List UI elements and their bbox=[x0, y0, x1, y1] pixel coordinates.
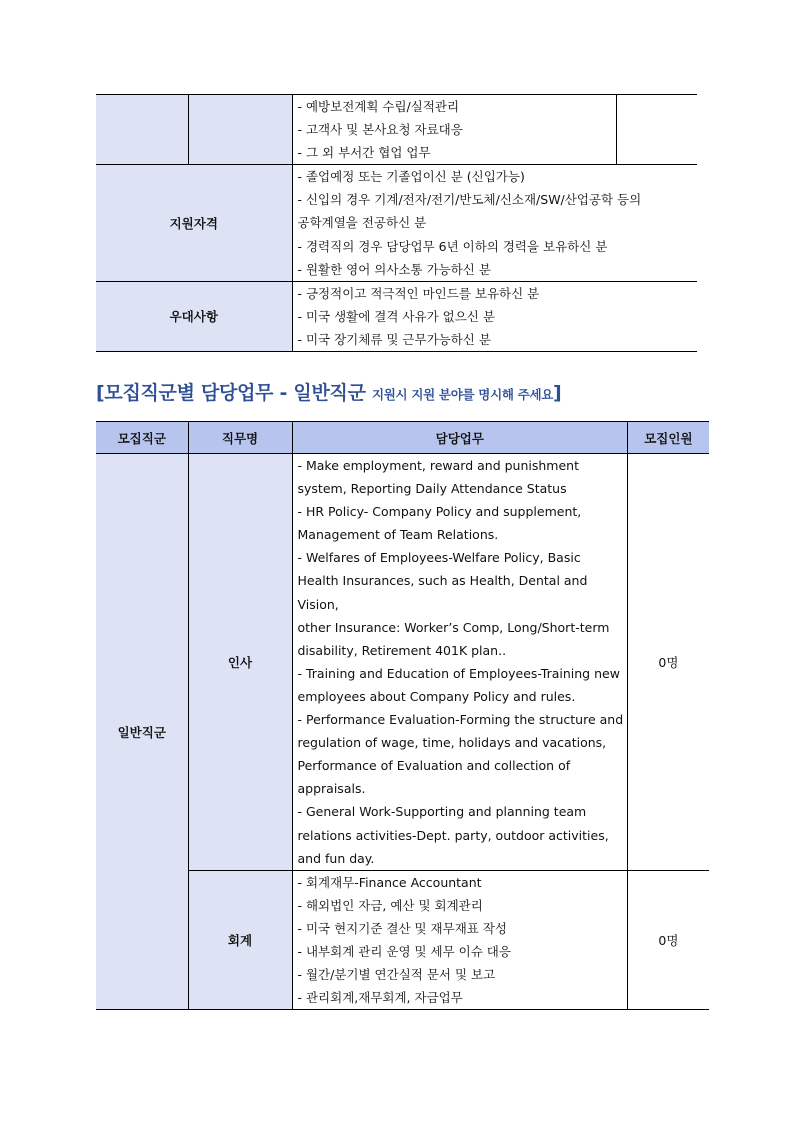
hr-duty-line: disability, Retirement 401K plan.. bbox=[297, 642, 507, 658]
hr-duty-line: - Training and Education of Employees-Training new bbox=[297, 665, 620, 681]
hr-duty-line: appraisals. bbox=[297, 781, 366, 797]
section-title-text: 모집직군별 담당업무 - 일반직군 bbox=[104, 382, 372, 404]
duties-cell bbox=[292, 95, 616, 165]
job-title-hr: 인사 bbox=[188, 454, 292, 871]
hr-duty-line: Performance of Evaluation and collection of bbox=[297, 758, 571, 774]
hr-duty-line: Health Insurances, such as Health, Dental and bbox=[297, 573, 588, 589]
hr-duty-line: - Make employment, reward and punishment bbox=[297, 458, 579, 473]
hr-duty-line: system, Reporting Daily Attendance Status bbox=[297, 481, 567, 497]
hr-duty-line: - HR Policy- Company Policy and supplement, bbox=[297, 504, 582, 520]
qualifications-label: 지원자격 bbox=[96, 165, 292, 281]
job-title-accounting: 회계 bbox=[188, 870, 292, 1010]
requirements-table bbox=[96, 94, 697, 352]
accounting-duties-cell bbox=[292, 870, 628, 1010]
accounting-duty-line: - 월간/분기별 연간실적 문서 및 보고 bbox=[297, 967, 496, 983]
accounting-duty-line: - 회계재무-Finance Accountant bbox=[297, 874, 482, 890]
header-count: 모집인원 bbox=[628, 422, 709, 454]
qualification-line: - 경력직의 경우 담당업무 6년 이하의 경력을 보유하신 분 bbox=[297, 238, 608, 254]
qualifications-cell bbox=[292, 165, 697, 281]
preferred-line: - 미국 장기체류 및 근무가능하신 분 bbox=[297, 331, 491, 347]
hr-count: 0명 bbox=[628, 454, 709, 871]
hr-duty-line: - General Work-Supporting and planning team bbox=[297, 804, 587, 820]
qualification-line: 공학계열을 전공하신 분 bbox=[297, 215, 427, 231]
header-duties: 담당업무 bbox=[292, 422, 628, 454]
header-group: 모집직군 bbox=[96, 422, 188, 454]
group-label: 일반직군 bbox=[96, 454, 188, 1010]
table-row bbox=[96, 165, 697, 281]
section-title bbox=[96, 378, 561, 405]
blank-cell bbox=[188, 95, 292, 165]
hr-duty-line: regulation of wage, time, holidays and vacations, bbox=[297, 735, 607, 751]
duty-line: - 고객사 및 본사요청 자료대응 bbox=[297, 122, 463, 138]
preferred-line: - 긍정적이고 적극적인 마인드를 보유하신 분 bbox=[297, 285, 540, 301]
open-bracket: [ bbox=[96, 382, 105, 404]
blank-cell bbox=[96, 95, 188, 165]
hr-duty-line: other Insurance: Worker’s Comp, Long/Short-term bbox=[297, 619, 610, 635]
duty-line: - 예방보전계획 수립/실적관리 bbox=[297, 99, 460, 114]
close-bracket: ] bbox=[553, 382, 562, 404]
hr-duty-line: Vision, bbox=[297, 596, 339, 612]
hr-duty-line: and fun day. bbox=[297, 850, 375, 866]
preferred-cell bbox=[292, 281, 697, 351]
accounting-count: 0명 bbox=[628, 870, 709, 1010]
header-row bbox=[96, 422, 709, 454]
preferred-line: - 미국 생활에 결격 사유가 없으신 분 bbox=[297, 308, 495, 324]
hr-duty-line: - Welfares of Employees-Welfare Policy, Basic bbox=[297, 550, 581, 566]
accounting-duty-line: - 해외법인 자금, 예산 및 회계관리 bbox=[297, 897, 483, 913]
accounting-duty-line: - 내부회계 관리 운영 및 세무 이슈 대응 bbox=[297, 943, 511, 959]
qualification-line: - 신입의 경우 기계/전자/전기/반도체/신소재/SW/산업공학 등의 bbox=[297, 192, 642, 208]
hr-duties-cell bbox=[292, 454, 628, 871]
preferred-label: 우대사항 bbox=[96, 281, 292, 351]
hr-duty-line: relations activities-Dept. party, outdoor activities, bbox=[297, 827, 609, 843]
qualification-line: - 원활한 영어 의사소통 가능하신 분 bbox=[297, 261, 491, 277]
table-row bbox=[96, 870, 709, 1010]
section-subtitle: 지원시 지원 분야를 명시해 주세요 bbox=[371, 387, 554, 402]
job-duties-table bbox=[96, 421, 709, 1010]
accounting-duty-line: - 관리회계,재무회계, 자금업무 bbox=[297, 990, 463, 1006]
table-row bbox=[96, 454, 709, 871]
hr-duty-line: - Performance Evaluation-Forming the structure and bbox=[297, 712, 624, 728]
header-job: 직무명 bbox=[188, 422, 292, 454]
accounting-duty-line: - 미국 현지기준 결산 및 재무재표 작성 bbox=[297, 920, 507, 936]
table-row bbox=[96, 281, 697, 351]
hr-duty-line: Management of Team Relations. bbox=[297, 527, 499, 543]
qualification-line: - 졸업예정 또는 기졸업이신 분 (신입가능) bbox=[297, 169, 525, 185]
blank-cell bbox=[616, 95, 697, 165]
table-row bbox=[96, 95, 697, 165]
duty-line: - 그 외 부서간 협업 업무 bbox=[297, 145, 431, 161]
hr-duty-line: employees about Company Policy and rules. bbox=[297, 688, 576, 704]
